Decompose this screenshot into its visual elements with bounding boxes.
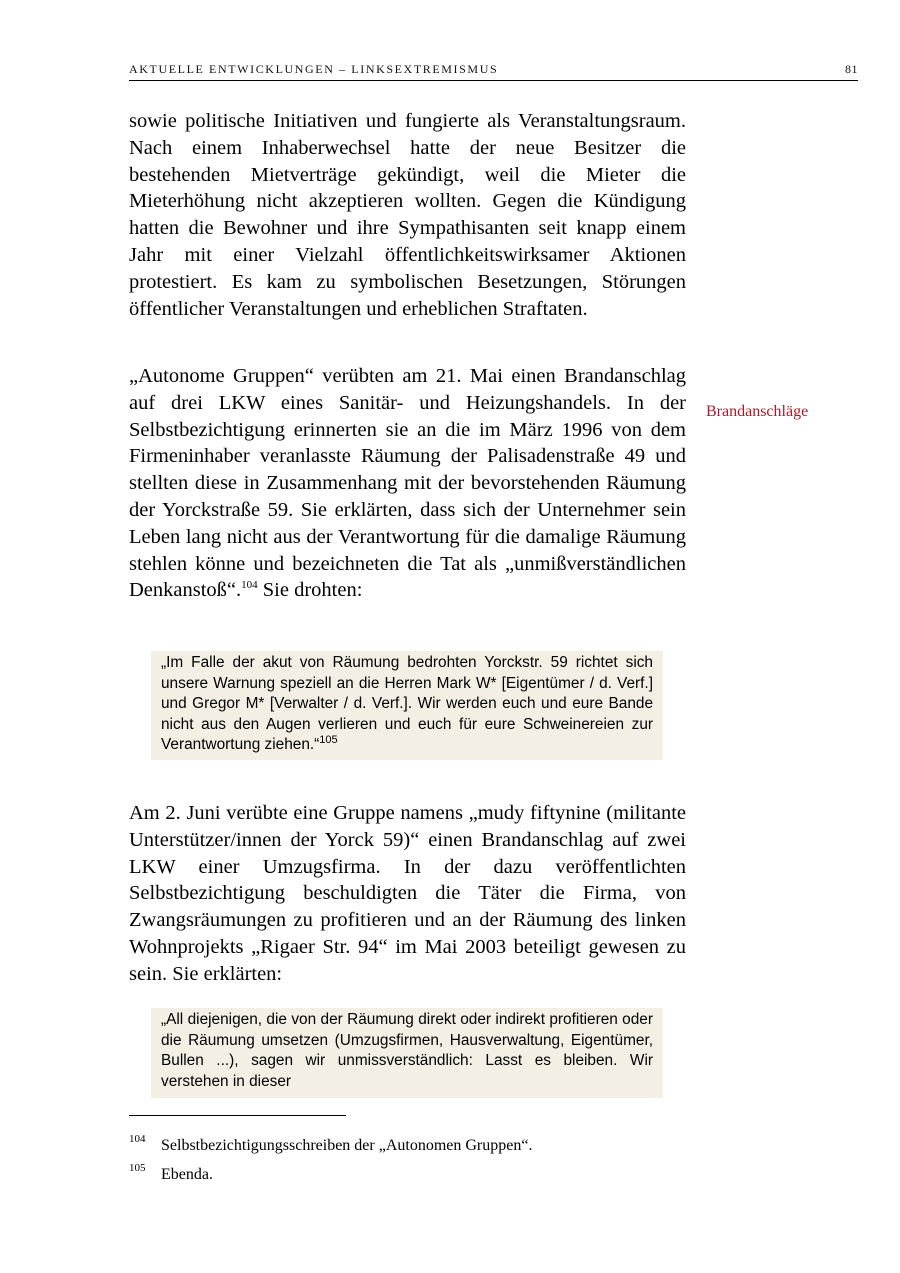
- footnote-ref-105[interactable]: 105: [319, 734, 338, 747]
- footnote-number: 104: [129, 1133, 146, 1145]
- paragraph-2-text: „Autonome Gruppen“ verübten am 21. Mai einen Brandanschlag auf drei LKW eines Sanitär- und Heizungshandels. In der Selbstbezichtigung erinnerten sie an die im März 1996 von dem Firmeninhaber veranlasste Räumung der Palisadenstraße 49 und stellten diese in Zusammenhang mit der bevorstehenden Räumung der Yorckstraße 59. Sie erklärten, dass sich der Unternehmer sein Leben lang nicht aus der Verantwortung für die damalige Räumung stehlen könne und bezeichneten die Tat als „unmißverständlichen Denkanstoß“.: [129, 365, 686, 602]
- paragraph-3: Am 2. Juni verübte eine Gruppe namens „mudy fiftynine (militante Unterstützer/innen der Yorck 59)“ einen Brandanschlag auf zwei LKW einer Umzugsfirma. In der dazu veröffentlichten Selbstbezichtigung beschuldigten die Täter die Firma, von Zwangsräumungen zu profitieren und an der Räumung des linken Wohnprojekts „Rigaer Str. 94“ im Mai 2003 beteiligt gewesen zu sein. Sie erklärten:: [129, 802, 686, 985]
- paragraph-2: [129, 363, 686, 604]
- blockquote-2: [151, 1008, 663, 1098]
- blockquote-2-text: „All diejenigen, die von der Räumung direkt oder indirekt profitieren oder die Räumung umsetzen (Umzugsfirmen, Hausverwaltung, Eigentümer, Bullen ...), sagen wir unmissverständlich: Lasst es bleiben. Wir verstehen in dieser: [161, 1011, 653, 1090]
- paragraph-2-tail: Sie drohten:: [257, 579, 363, 602]
- running-title: AKTUELLE ENTWICKLUNGEN – LINKSEXTREMISMUS: [129, 62, 499, 76]
- page-number: 81: [845, 62, 858, 76]
- blockquote-1-text: „Im Falle der akut von Räumung bedrohten Yorckstr. 59 richtet sich unsere Warnung speziell an die Herren Mark W* [Eigentümer / d. Verf.] und Gregor M* [Verwalter / d. Verf.]. Wir werden euch und eure Bande nicht aus den Augen verlieren und euch für eure Schweinereien zur Verantwortung ziehen.“: [161, 654, 653, 754]
- running-header: [129, 60, 858, 81]
- blockquote-1: [151, 651, 663, 760]
- margin-note: Brandanschläge: [706, 403, 809, 420]
- footnote-ref-104[interactable]: 104: [241, 579, 258, 592]
- footnote-text: Ebenda.: [161, 1166, 213, 1183]
- footnote-number: 105: [129, 1162, 146, 1174]
- paragraph-1: sowie politische Initiativen und fungierte als Veranstaltungsraum. Nach einem Inhaberwechsel hatte der neue Besitzer die bestehenden Mietverträge gekündigt, weil die Mieter die Mieterhöhung nicht akzeptieren wollten. Gegen die Kündigung hatten die Bewohner und ihre Sympathisanten seit knapp einem Jahr mit einer Vielzahl öffentlichkeitswirksamer Aktionen protestiert. Es kam zu symbolischen Besetzungen, Störungen öffentlicher Veranstaltungen und erheblichen Straftaten.: [129, 110, 686, 320]
- footnote-text: Selbstbezichtigungsschreiben der „Autonomen Gruppen“.: [161, 1137, 533, 1154]
- footnote-divider: [129, 1115, 346, 1116]
